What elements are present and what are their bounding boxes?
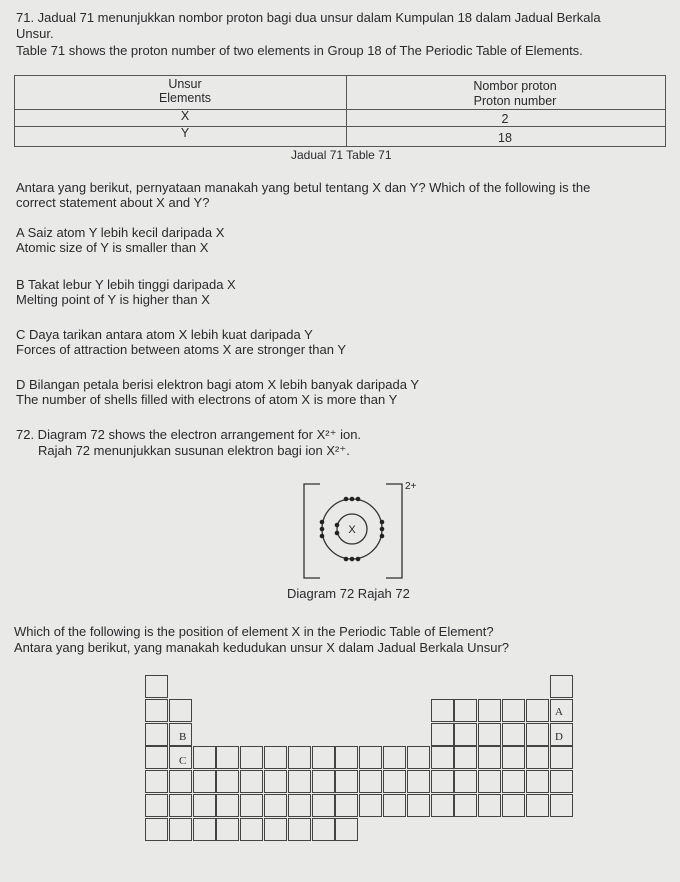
- q71-intro-ms-line2: Unsur.: [16, 26, 54, 41]
- periodic-cell: [550, 770, 573, 793]
- option-a-en: Atomic size of Y is smaller than X: [16, 240, 209, 255]
- option-d-en: The number of shells filled with electrons of atom X is more than Y: [16, 392, 398, 407]
- periodic-cell: [264, 794, 287, 817]
- table-head-proton-ms: Nombor proton: [473, 79, 557, 93]
- periodic-cell: [312, 818, 335, 841]
- periodic-cell: [502, 699, 525, 722]
- q72-stem-ms: Antara yang berikut, yang manakah kedudukan unsur X dalam Jadual Berkala Unsur?: [14, 640, 510, 655]
- periodic-cell: [145, 675, 168, 698]
- periodic-cell: [502, 723, 525, 746]
- q72-intro-en: 72. Diagram 72 shows the electron arrangement for X²⁺ ion.: [16, 427, 362, 442]
- periodic-cell: [454, 699, 477, 722]
- periodic-cell: [550, 794, 573, 817]
- periodic-cell: [502, 746, 525, 769]
- table-row-proton: 18: [498, 131, 512, 145]
- option-d-ms: D Bilangan petala berisi elektron bagi atom X lebih banyak daripada Y: [16, 377, 420, 392]
- periodic-cell: [288, 818, 311, 841]
- periodic-table: [145, 675, 585, 855]
- periodic-cell: [240, 770, 263, 793]
- periodic-cell: [312, 746, 335, 769]
- periodic-cell: [383, 746, 406, 769]
- periodic-cell: [216, 746, 239, 769]
- periodic-cell: [454, 794, 477, 817]
- q71-stem-line2: correct statement about X and Y?: [16, 195, 210, 210]
- periodic-cell: [526, 723, 549, 746]
- periodic-cell: [478, 746, 501, 769]
- table-71: [14, 75, 666, 147]
- periodic-cell: [431, 746, 454, 769]
- periodic-cell: [193, 746, 216, 769]
- table-head-elements-ms: Unsur: [168, 77, 202, 91]
- periodic-cell: [216, 794, 239, 817]
- periodic-cell: [145, 699, 168, 722]
- table-head-elements-en: Elements: [158, 91, 212, 105]
- periodic-cell: [478, 770, 501, 793]
- periodic-cell: [335, 818, 358, 841]
- q72-stem-en: Which of the following is the position of element X in the Periodic Table of Element?: [14, 624, 494, 639]
- periodic-cell: [478, 699, 501, 722]
- periodic-cell: [431, 699, 454, 722]
- periodic-cell: [145, 794, 168, 817]
- periodic-cell: [502, 794, 525, 817]
- periodic-cell: [454, 746, 477, 769]
- periodic-cell: [383, 794, 406, 817]
- periodic-cell: [264, 770, 287, 793]
- periodic-cell: [169, 818, 192, 841]
- periodic-cell: [407, 746, 430, 769]
- periodic-cell: [359, 794, 382, 817]
- periodic-cell: [359, 746, 382, 769]
- periodic-cell: [526, 746, 549, 769]
- periodic-cell: [169, 794, 192, 817]
- periodic-cell: [193, 818, 216, 841]
- q71-intro-en: Table 71 shows the proton number of two elements in Group 18 of The Periodic Table of Elements.: [16, 43, 583, 58]
- periodic-cell: [550, 675, 573, 698]
- periodic-cell: [216, 818, 239, 841]
- periodic-cell: [359, 770, 382, 793]
- ion-charge: 2+: [405, 481, 417, 492]
- periodic-cell: [335, 794, 358, 817]
- table-row-proton: 2: [501, 112, 509, 126]
- periodic-cell: [431, 770, 454, 793]
- option-b-en: Melting point of Y is higher than X: [16, 292, 210, 307]
- periodic-cell: [407, 794, 430, 817]
- periodic-cell: [431, 723, 454, 746]
- periodic-cell: [145, 746, 168, 769]
- periodic-cell: [312, 794, 335, 817]
- periodic-cell: [454, 723, 477, 746]
- q72-intro-ms: Rajah 72 menunjukkan susunan elektron bagi ion X²⁺.: [38, 443, 350, 458]
- position-a-label: A: [555, 706, 563, 718]
- periodic-cell: [193, 794, 216, 817]
- periodic-cell: [288, 794, 311, 817]
- periodic-cell: [288, 746, 311, 769]
- periodic-cell: [550, 746, 573, 769]
- periodic-cell: [526, 699, 549, 722]
- periodic-cell: [240, 818, 263, 841]
- periodic-cell: [240, 746, 263, 769]
- option-a-ms: A Saiz atom Y lebih kecil daripada X: [16, 225, 225, 240]
- table-71-caption: Jadual 71 Table 71: [291, 148, 392, 162]
- periodic-cell: [240, 794, 263, 817]
- periodic-cell: [431, 794, 454, 817]
- periodic-cell: [288, 770, 311, 793]
- periodic-cell: [145, 818, 168, 841]
- position-b-label: B: [179, 731, 187, 743]
- q71-stem-line1: Antara yang berikut, pernyataan manakah yang betul tentang X dan Y? Which of the following is the: [16, 180, 591, 195]
- table-head-proton-en: Proton number: [473, 94, 557, 108]
- periodic-cell: [169, 699, 192, 722]
- periodic-cell: [145, 770, 168, 793]
- diagram-72-caption: Diagram 72 Rajah 72: [287, 586, 410, 601]
- electron-diagram: [290, 478, 420, 588]
- periodic-cell: [335, 770, 358, 793]
- periodic-cell: [312, 770, 335, 793]
- table-row-element: Y: [180, 126, 190, 140]
- position-c-label: C: [179, 755, 187, 767]
- option-c-ms: C Daya tarikan antara atom X lebih kuat daripada Y: [16, 327, 313, 342]
- q71-intro-ms-line1: 71. Jadual 71 menunjukkan nombor proton bagi dua unsur dalam Kumpulan 18 dalam Jadual Berkala: [16, 10, 601, 25]
- periodic-cell: [478, 723, 501, 746]
- option-b-ms: B Takat lebur Y lebih tinggi daripada X: [16, 277, 236, 292]
- periodic-cell: [454, 770, 477, 793]
- nucleus-label: X: [348, 524, 356, 536]
- periodic-cell: [407, 770, 430, 793]
- periodic-cell: [145, 723, 168, 746]
- periodic-cell: [169, 770, 192, 793]
- periodic-cell: [264, 818, 287, 841]
- periodic-cell: [335, 746, 358, 769]
- periodic-cell: [478, 794, 501, 817]
- periodic-cell: [526, 794, 549, 817]
- table-row-element: X: [180, 109, 190, 123]
- position-d-label: D: [555, 731, 563, 743]
- periodic-cell: [193, 770, 216, 793]
- periodic-cell: [264, 746, 287, 769]
- periodic-cell: [502, 770, 525, 793]
- option-c-en: Forces of attraction between atoms X are stronger than Y: [16, 342, 346, 357]
- periodic-cell: [383, 770, 406, 793]
- periodic-cell: [526, 770, 549, 793]
- periodic-cell: [216, 770, 239, 793]
